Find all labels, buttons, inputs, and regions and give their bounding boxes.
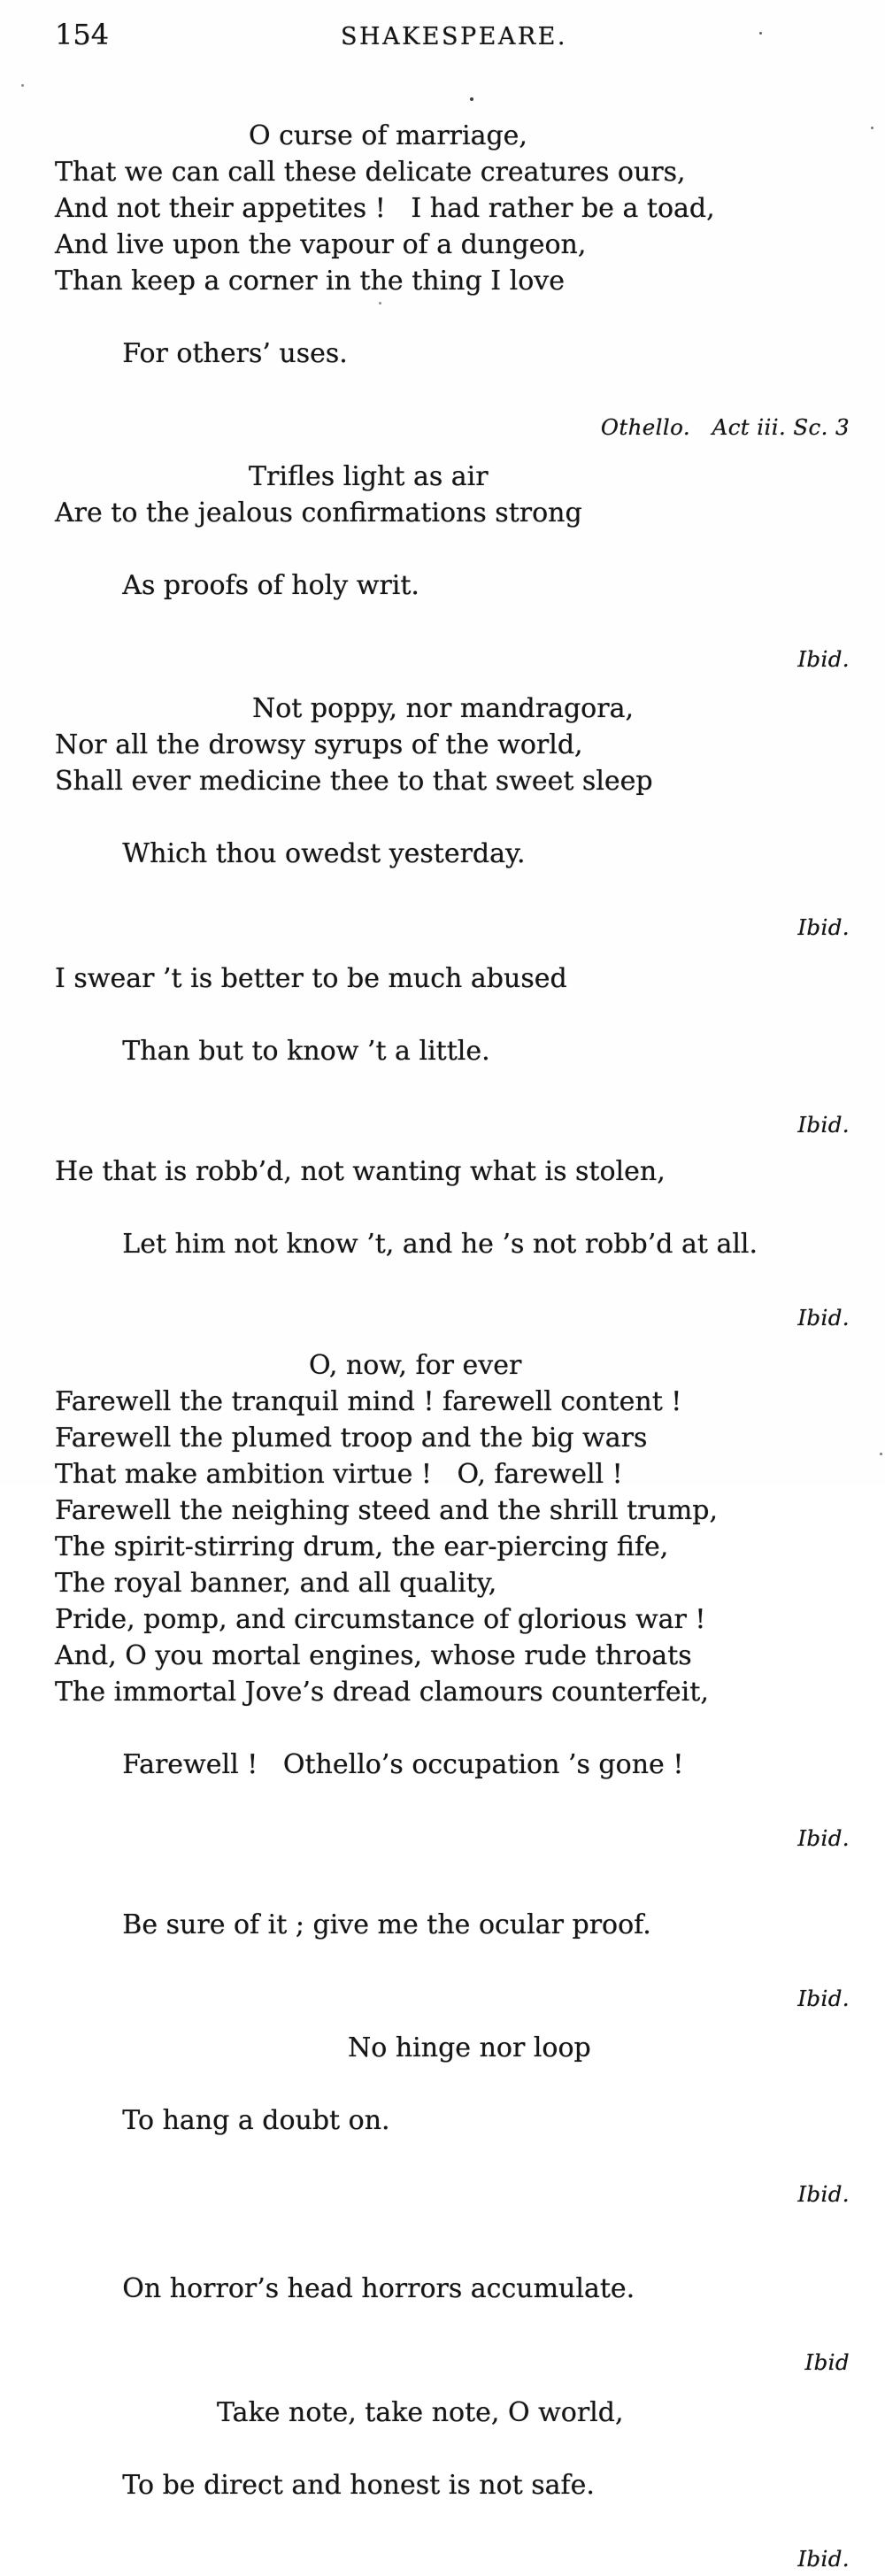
quote <box>55 118 850 444</box>
quote <box>55 960 850 1142</box>
page-number: 154 <box>55 18 110 51</box>
quote-line-text: For others’ uses. <box>122 338 348 369</box>
quote-line <box>55 2234 850 2379</box>
attribution: Ibid. <box>797 1986 850 2011</box>
quote-line-text: As proofs of holy writ. <box>122 570 419 601</box>
quote-line: Farewell the neighing steed and the shrill trump, <box>55 1495 719 1526</box>
quote-line: The immortal Jove’s dread clamours counterfeit, <box>55 1677 709 1708</box>
quote-line: I swear ’t is better to be much abused <box>55 963 567 994</box>
quote-line: The spirit-stirring drum, the ear-piercing fife, <box>55 1531 669 1562</box>
quote-line: He that is robb’d, not wanting what is stolen, <box>55 1156 666 1187</box>
attribution: Ibid. <box>797 2181 850 2207</box>
page-content <box>0 118 885 2576</box>
attribution: Ibid <box>804 2349 850 2375</box>
attribution: Ibid. <box>797 914 850 940</box>
quote-line: Nor all the drowsy syrups of the world, <box>55 729 583 760</box>
quote-line-text: Than but to know ’t a little. <box>122 1036 490 1067</box>
quote-line <box>55 1190 850 1335</box>
quote-line <box>55 1870 850 2016</box>
attribution: Ibid. <box>797 1825 850 1851</box>
quote-line: And live upon the vapour of a dungeon, <box>55 229 587 260</box>
quote-line: Shall ever medicine thee to that sweet sleep <box>55 766 653 797</box>
quote-line <box>55 799 850 945</box>
quote-line: Than keep a corner in the thing I love <box>55 266 565 297</box>
quote-line: The royal banner, and all quality, <box>55 1568 497 1599</box>
quote-line-text: On horror’s head horrors accumulate. <box>122 2273 635 2304</box>
quote-line: That make ambition virtue ! O, farewell ! <box>55 1459 623 1490</box>
quote <box>55 2395 850 2576</box>
scan-speck <box>871 127 873 129</box>
quote-line <box>55 2431 850 2576</box>
quote-heading-line: O, now, for ever <box>309 1350 522 1381</box>
attribution: Ibid. <box>797 1305 850 1330</box>
quote-line-text: Farewell ! Othello’s occupation ’s gone ! <box>122 1749 684 1780</box>
quote-line: And not their appetites ! I had rather be a toad, <box>55 193 715 224</box>
quote <box>55 2030 850 2211</box>
quote-line-text: To hang a doubt on. <box>122 2105 390 2136</box>
scan-speck <box>759 32 762 35</box>
quote-line <box>55 2066 850 2211</box>
quote-line-text: Be sure of it ; give me the ocular proof. <box>122 1909 651 1940</box>
quote-line <box>55 1710 850 1855</box>
quote-line-text: Let him not know ’t, and he ’s not robb’d at all. <box>122 1229 758 1260</box>
scan-speck <box>470 97 473 101</box>
page-header <box>0 0 885 78</box>
quote-heading-line: No hinge nor loop <box>348 2032 591 2063</box>
running-title: SHAKESPEARE. <box>341 23 567 50</box>
quote-line: Farewell the plumed troop and the big wars <box>55 1423 648 1454</box>
quote-line: Are to the jealous confirmations strong <box>55 497 582 528</box>
quote-line <box>55 997 850 1142</box>
quote <box>55 1347 850 1855</box>
attribution: Ibid. <box>797 1112 850 1138</box>
quote <box>55 690 850 945</box>
quote-heading-line: Take note, take note, O world, <box>217 2397 624 2428</box>
quote <box>55 2234 850 2379</box>
quote-line: And, O you mortal engines, whose rude throats <box>55 1640 692 1671</box>
quote-line <box>55 531 850 676</box>
quote-heading-line: Trifles light as air <box>249 461 489 492</box>
quote-line: Farewell the tranquil mind ! farewell content ! <box>55 1386 682 1417</box>
quote <box>55 459 850 676</box>
quote-heading-line: O curse of marriage, <box>249 120 527 151</box>
quote-line: Pride, pomp, and circumstance of glorious war ! <box>55 1604 706 1635</box>
scan-speck <box>379 302 381 305</box>
quote-line-text: Which thou owedst yesterday. <box>122 838 526 869</box>
scan-speck <box>21 84 24 87</box>
quote-line <box>55 299 850 444</box>
quote <box>55 1870 850 2016</box>
scan-speck <box>880 1453 882 1455</box>
quote-heading-line: Not poppy, nor mandragora, <box>252 693 634 724</box>
quote <box>55 1153 850 1335</box>
quote-line: That we can call these delicate creatures ours, <box>55 157 686 188</box>
quote-line-text: To be direct and honest is not safe. <box>122 2470 595 2501</box>
attribution: Othello. Act iii. Sc. 3 <box>600 414 850 440</box>
attribution: Ibid. <box>797 2546 850 2572</box>
attribution: Ibid. <box>797 646 850 672</box>
